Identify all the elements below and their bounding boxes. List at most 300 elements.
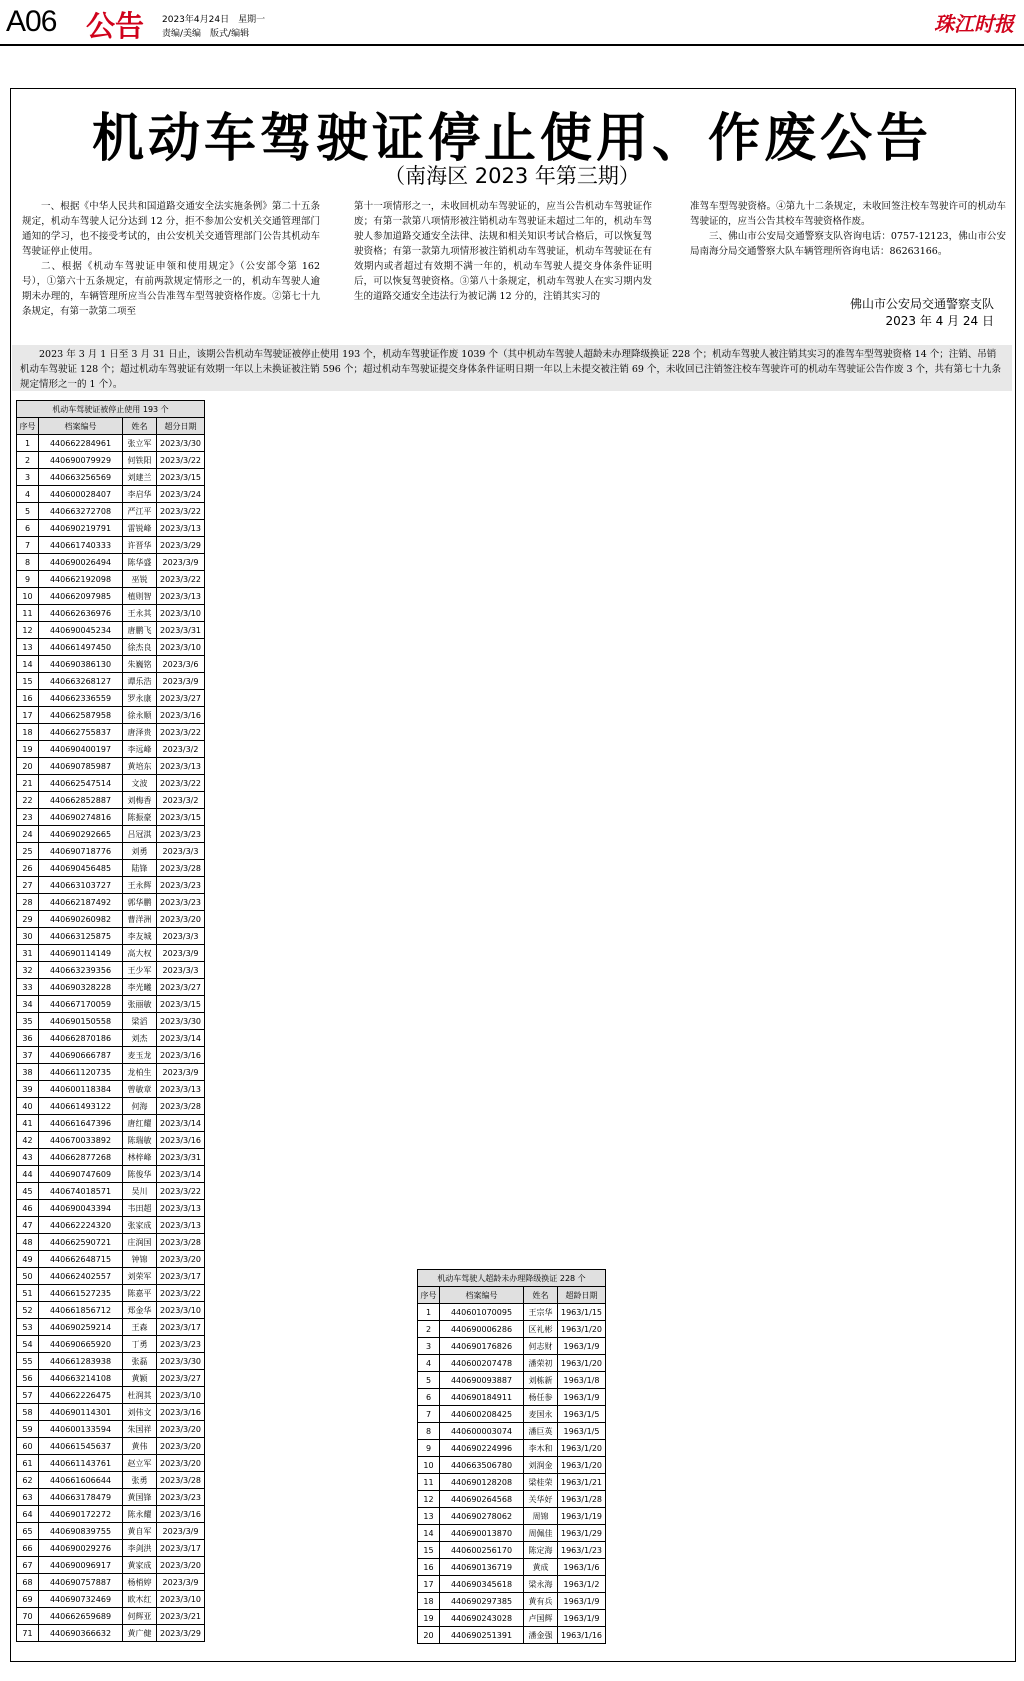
cell-seq: 37 xyxy=(17,1047,39,1064)
cell-name: 黄伟 xyxy=(123,1438,157,1455)
cell-seq: 62 xyxy=(17,1472,39,1489)
table-row xyxy=(17,1319,205,1336)
cell-seq: 31 xyxy=(17,945,39,962)
cell-seq: 16 xyxy=(418,1559,440,1576)
table-row xyxy=(17,1132,205,1149)
cell-name: 黄培东 xyxy=(123,758,157,775)
table-row xyxy=(418,1440,606,1457)
cell-date: 1963/1/21 xyxy=(558,1474,606,1491)
intro-column-2 xyxy=(354,199,652,304)
cell-date: 2023/3/21 xyxy=(157,1608,205,1625)
cell-seq: 8 xyxy=(418,1423,440,1440)
table-row xyxy=(418,1525,606,1542)
cell-date: 2023/3/10 xyxy=(157,605,205,622)
cell-date: 2023/3/22 xyxy=(157,724,205,741)
table-row xyxy=(17,1404,205,1421)
table-row xyxy=(17,1064,205,1081)
cell-archive-id: 440690184911 xyxy=(440,1389,524,1406)
cell-name: 高大权 xyxy=(123,945,157,962)
cell-name: 黄国锋 xyxy=(123,1489,157,1506)
table-row xyxy=(17,1217,205,1234)
intro-column-3 xyxy=(690,199,1006,259)
cell-archive-id: 440661740333 xyxy=(39,537,123,554)
table-row xyxy=(17,928,205,945)
header-id: 档案编号 xyxy=(440,1287,524,1304)
cell-name: 罗永康 xyxy=(123,690,157,707)
table-row xyxy=(17,656,205,673)
cell-date: 2023/3/13 xyxy=(157,758,205,775)
cell-archive-id: 440662224320 xyxy=(39,1217,123,1234)
cell-name: 杨梢婷 xyxy=(123,1574,157,1591)
cell-name: 刘建兰 xyxy=(123,469,157,486)
cell-archive-id: 440662187492 xyxy=(39,894,123,911)
cell-name: 梁桂荣 xyxy=(524,1474,558,1491)
cell-date: 2023/3/20 xyxy=(157,1438,205,1455)
cell-date: 2023/3/22 xyxy=(157,775,205,792)
cell-archive-id: 440690260982 xyxy=(39,911,123,928)
cell-archive-id: 440663506780 xyxy=(440,1457,524,1474)
cell-archive-id: 440661120735 xyxy=(39,1064,123,1081)
cell-archive-id: 440690128208 xyxy=(440,1474,524,1491)
table-row xyxy=(17,1540,205,1557)
cell-seq: 19 xyxy=(17,741,39,758)
cell-archive-id: 440690345618 xyxy=(440,1576,524,1593)
cell-date: 2023/3/13 xyxy=(157,520,205,537)
cell-name: 张磊 xyxy=(123,1353,157,1370)
table-row xyxy=(17,1183,205,1200)
cell-date: 2023/3/30 xyxy=(157,435,205,452)
cell-name: 李远峰 xyxy=(123,741,157,758)
cell-seq: 7 xyxy=(418,1406,440,1423)
cell-name: 刘伟文 xyxy=(123,1404,157,1421)
table-row xyxy=(418,1627,606,1644)
table-row xyxy=(17,1574,205,1591)
cell-date: 2023/3/13 xyxy=(157,1200,205,1217)
cell-seq: 50 xyxy=(17,1268,39,1285)
table-row xyxy=(17,792,205,809)
cell-name: 刘勇 xyxy=(123,843,157,860)
table-row xyxy=(17,724,205,741)
cell-date: 1963/1/20 xyxy=(558,1355,606,1372)
cell-date: 2023/3/15 xyxy=(157,809,205,826)
cell-date: 2023/3/9 xyxy=(157,945,205,962)
table-row xyxy=(418,1491,606,1508)
cell-name: 杨任参 xyxy=(524,1389,558,1406)
cell-date: 2023/3/23 xyxy=(157,894,205,911)
cell-archive-id: 440600133594 xyxy=(39,1421,123,1438)
cell-name: 黄自军 xyxy=(123,1523,157,1540)
cell-seq: 71 xyxy=(17,1625,39,1642)
cell-seq: 46 xyxy=(17,1200,39,1217)
table-row xyxy=(17,1115,205,1132)
cell-seq: 43 xyxy=(17,1149,39,1166)
table-row xyxy=(17,894,205,911)
cell-archive-id: 440690785987 xyxy=(39,758,123,775)
cell-date: 1963/1/9 xyxy=(558,1389,606,1406)
cell-seq: 28 xyxy=(17,894,39,911)
cell-date: 2023/3/20 xyxy=(157,1421,205,1438)
table-row xyxy=(418,1372,606,1389)
cell-seq: 29 xyxy=(17,911,39,928)
cell-date: 2023/3/2 xyxy=(157,741,205,758)
cell-seq: 32 xyxy=(17,962,39,979)
table-row xyxy=(17,1013,205,1030)
intro-paragraph: 二、根据《机动车驾驶证申领和使用规定》（公安部令第 162 号），①第六十五条规定，有前两款规定情形之一的，机动车驾驶人逾期未办理的，车辆管理所应当公告准驾车型驾驶资格作废。②第七十九条规定，有第一款第二项至 xyxy=(22,261,320,317)
cell-seq: 10 xyxy=(17,588,39,605)
header-seq: 序号 xyxy=(17,418,39,435)
cell-date: 2023/3/24 xyxy=(157,486,205,503)
cell-date: 2023/3/15 xyxy=(157,996,205,1013)
cell-archive-id: 440662402557 xyxy=(39,1268,123,1285)
cell-date: 1963/1/19 xyxy=(558,1508,606,1525)
cell-date: 2023/3/17 xyxy=(157,1540,205,1557)
cell-name: 陈定海 xyxy=(524,1542,558,1559)
cell-name: 朱巍铭 xyxy=(123,656,157,673)
cell-seq: 59 xyxy=(17,1421,39,1438)
cell-date: 2023/3/13 xyxy=(157,1081,205,1098)
signer: 佛山市公安局交通警察支队 xyxy=(849,297,994,311)
cell-name: 何铁阳 xyxy=(123,452,157,469)
table-row xyxy=(17,707,205,724)
cell-date: 2023/3/23 xyxy=(157,826,205,843)
table-row xyxy=(17,1489,205,1506)
cell-archive-id: 440662648715 xyxy=(39,1251,123,1268)
cell-archive-id: 440690292665 xyxy=(39,826,123,843)
cell-name: 陈嘉平 xyxy=(123,1285,157,1302)
cell-seq: 13 xyxy=(418,1508,440,1525)
cell-seq: 68 xyxy=(17,1574,39,1591)
cell-name: 王永其 xyxy=(123,605,157,622)
table-row xyxy=(17,877,205,894)
table-row xyxy=(17,639,205,656)
table-row xyxy=(17,1472,205,1489)
cell-seq: 27 xyxy=(17,877,39,894)
cell-archive-id: 440661497450 xyxy=(39,639,123,656)
cell-name: 张勇 xyxy=(123,1472,157,1489)
cell-name: 陈俊华 xyxy=(123,1166,157,1183)
table-row xyxy=(17,1455,205,1472)
cell-date: 1963/1/20 xyxy=(558,1440,606,1457)
cell-seq: 4 xyxy=(418,1355,440,1372)
cell-seq: 14 xyxy=(418,1525,440,1542)
cell-name: 陈瑞敏 xyxy=(123,1132,157,1149)
cell-archive-id: 440690045234 xyxy=(39,622,123,639)
cell-seq: 67 xyxy=(17,1557,39,1574)
table-row xyxy=(17,996,205,1013)
cell-archive-id: 440690243028 xyxy=(440,1610,524,1627)
header-name: 姓名 xyxy=(524,1287,558,1304)
cell-archive-id: 440662870186 xyxy=(39,1030,123,1047)
cell-name: 李友城 xyxy=(123,928,157,945)
cell-date: 1963/1/9 xyxy=(558,1593,606,1610)
cell-archive-id: 440663268127 xyxy=(39,673,123,690)
cell-date: 2023/3/23 xyxy=(157,1489,205,1506)
cell-archive-id: 440662852887 xyxy=(39,792,123,809)
cell-date: 2023/3/22 xyxy=(157,571,205,588)
intro-paragraph: 准驾车型驾驶资格。④第九十二条规定，未收回签注校车驾驶许可的机动车驾驶证的，应当公告其校车驾驶资格作废。 xyxy=(690,201,1006,227)
cell-seq: 19 xyxy=(418,1610,440,1627)
cell-name: 张立军 xyxy=(123,435,157,452)
table-row xyxy=(17,486,205,503)
cell-archive-id: 440690732469 xyxy=(39,1591,123,1608)
cell-seq: 30 xyxy=(17,928,39,945)
cell-name: 刘杰 xyxy=(123,1030,157,1047)
cell-name: 雷锐峰 xyxy=(123,520,157,537)
intro-paragraph: 一、根据《中华人民共和国道路交通安全法实施条例》第二十五条规定，机动车驾驶人记分达到 12 分，拒不参加公安机关交通管理部门通知的学习，也不接受考试的，由公安机关交通管理部门公告其机动车驾驶证停止使用。 xyxy=(22,201,320,257)
cell-date: 2023/3/28 xyxy=(157,860,205,877)
cell-date: 2023/3/27 xyxy=(157,979,205,996)
table-row xyxy=(17,1098,205,1115)
cell-name: 卢国辉 xyxy=(524,1610,558,1627)
cell-archive-id: 440662336559 xyxy=(39,690,123,707)
cell-archive-id: 440662877268 xyxy=(39,1149,123,1166)
table-row xyxy=(17,860,205,877)
cell-archive-id: 440600256170 xyxy=(440,1542,524,1559)
cell-name: 许晋华 xyxy=(123,537,157,554)
table-row xyxy=(17,1251,205,1268)
cell-seq: 16 xyxy=(17,690,39,707)
table-row xyxy=(17,1523,205,1540)
cell-seq: 53 xyxy=(17,1319,39,1336)
cell-archive-id: 440690456485 xyxy=(39,860,123,877)
table-row xyxy=(17,1387,205,1404)
table-row xyxy=(17,911,205,928)
cell-seq: 69 xyxy=(17,1591,39,1608)
cell-archive-id: 440690757887 xyxy=(39,1574,123,1591)
cell-name: 李启华 xyxy=(123,486,157,503)
cell-date: 2023/3/20 xyxy=(157,1455,205,1472)
cell-archive-id: 440661283938 xyxy=(39,1353,123,1370)
cell-date: 2023/3/23 xyxy=(157,877,205,894)
cell-name: 韦田超 xyxy=(123,1200,157,1217)
cell-name: 严江平 xyxy=(123,503,157,520)
cell-date: 2023/3/28 xyxy=(157,1472,205,1489)
cell-name: 巫锐 xyxy=(123,571,157,588)
table-row xyxy=(17,520,205,537)
header-seq: 序号 xyxy=(418,1287,440,1304)
cell-seq: 11 xyxy=(17,605,39,622)
cell-seq: 56 xyxy=(17,1370,39,1387)
cell-date: 2023/3/9 xyxy=(157,554,205,571)
cell-seq: 15 xyxy=(17,673,39,690)
cell-archive-id: 440690136719 xyxy=(440,1559,524,1576)
cell-archive-id: 440663178479 xyxy=(39,1489,123,1506)
cell-name: 区礼彬 xyxy=(524,1321,558,1338)
cell-archive-id: 440600118384 xyxy=(39,1081,123,1098)
sign-date: 2023 年 4 月 24 日 xyxy=(885,314,994,328)
cell-archive-id: 440661647396 xyxy=(39,1115,123,1132)
table-caption: 机动车驾驶人超龄未办理降级换证 228 个 xyxy=(418,1270,606,1287)
cell-name: 杜润其 xyxy=(123,1387,157,1404)
cell-archive-id: 440690665920 xyxy=(39,1336,123,1353)
cell-name: 何志财 xyxy=(524,1338,558,1355)
cell-seq: 22 xyxy=(17,792,39,809)
cell-name: 刘荣军 xyxy=(123,1268,157,1285)
cell-archive-id: 440690278062 xyxy=(440,1508,524,1525)
cell-name: 朱国祥 xyxy=(123,1421,157,1438)
cell-seq: 3 xyxy=(418,1338,440,1355)
table-row xyxy=(17,945,205,962)
cell-archive-id: 440662192098 xyxy=(39,571,123,588)
table-row xyxy=(17,605,205,622)
cell-seq: 18 xyxy=(418,1593,440,1610)
cell-date: 1963/1/8 xyxy=(558,1372,606,1389)
cell-date: 2023/3/10 xyxy=(157,1591,205,1608)
cell-date: 2023/3/10 xyxy=(157,1302,205,1319)
cell-seq: 15 xyxy=(418,1542,440,1559)
table-row xyxy=(17,571,205,588)
cell-seq: 60 xyxy=(17,1438,39,1455)
cell-date: 2023/3/29 xyxy=(157,1625,205,1642)
table-row xyxy=(418,1389,606,1406)
cell-date: 1963/1/9 xyxy=(558,1610,606,1627)
cell-seq: 4 xyxy=(17,486,39,503)
cell-name: 张家成 xyxy=(123,1217,157,1234)
cell-seq: 17 xyxy=(17,707,39,724)
cell-date: 1963/1/2 xyxy=(558,1576,606,1593)
cell-archive-id: 440690150558 xyxy=(39,1013,123,1030)
cell-seq: 13 xyxy=(17,639,39,656)
cell-seq: 25 xyxy=(17,843,39,860)
cell-date: 2023/3/22 xyxy=(157,1183,205,1200)
cell-seq: 17 xyxy=(418,1576,440,1593)
table-row xyxy=(17,1047,205,1064)
header-id: 档案编号 xyxy=(39,418,123,435)
cell-date: 1963/1/6 xyxy=(558,1559,606,1576)
cell-seq: 14 xyxy=(17,656,39,673)
cell-seq: 20 xyxy=(418,1627,440,1644)
cell-seq: 52 xyxy=(17,1302,39,1319)
cell-archive-id: 440662226475 xyxy=(39,1387,123,1404)
table-row xyxy=(17,452,205,469)
cell-name: 关华好 xyxy=(524,1491,558,1508)
editors-line: 责编/美编 版式/编辑 xyxy=(162,29,250,39)
cell-date: 2023/3/6 xyxy=(157,656,205,673)
cell-name: 王宗华 xyxy=(524,1304,558,1321)
cell-date: 2023/3/22 xyxy=(157,503,205,520)
issue-date: 2023年4月24日 星期一 xyxy=(162,15,266,25)
table-row xyxy=(17,622,205,639)
cell-archive-id: 440690013870 xyxy=(440,1525,524,1542)
cell-archive-id: 440663256569 xyxy=(39,469,123,486)
table-row xyxy=(17,1200,205,1217)
cell-name: 欧木红 xyxy=(123,1591,157,1608)
cell-name: 陈华盛 xyxy=(123,554,157,571)
header-name: 姓名 xyxy=(123,418,157,435)
intro-paragraph: 第十一项情形之一，未收回机动车驾驶证的，应当公告机动车驾驶证作废；有第一款第八项情形被注销机动车驾驶证未超过二年的，机动车驾驶人参加道路交通安全法律、法规和相关知识考试合格后，可以恢复驾驶资格；有第一款第九项情形被注销机动车驾驶证，机动车驾驶证在有效期内或者超过有效期不满一年的，机动车驾驶人提交身体条件证明后，可以恢复驾驶资格。③第八十条规定，机动车驾驶人在实习期内发生的道路交通安全违法行为被记满 12 分的，注销其实习的 xyxy=(354,201,652,302)
cell-date: 2023/3/3 xyxy=(157,962,205,979)
cell-date: 2023/3/13 xyxy=(157,588,205,605)
table-row xyxy=(418,1304,606,1321)
cell-name: 庄润国 xyxy=(123,1234,157,1251)
cell-seq: 5 xyxy=(17,503,39,520)
cell-archive-id: 440690079929 xyxy=(39,452,123,469)
cell-seq: 5 xyxy=(418,1372,440,1389)
table-row xyxy=(418,1355,606,1372)
cell-archive-id: 440690114149 xyxy=(39,945,123,962)
cell-seq: 20 xyxy=(17,758,39,775)
cell-archive-id: 440662590721 xyxy=(39,1234,123,1251)
cell-archive-id: 440600207478 xyxy=(440,1355,524,1372)
cell-archive-id: 440690386130 xyxy=(39,656,123,673)
cell-archive-id: 440662284961 xyxy=(39,435,123,452)
cell-archive-id: 440600208425 xyxy=(440,1406,524,1423)
cell-name: 周佩佳 xyxy=(524,1525,558,1542)
cell-seq: 42 xyxy=(17,1132,39,1149)
cell-name: 丁勇 xyxy=(123,1336,157,1353)
table-row xyxy=(17,690,205,707)
cell-name: 王森 xyxy=(123,1319,157,1336)
cell-seq: 36 xyxy=(17,1030,39,1047)
cell-date: 2023/3/27 xyxy=(157,1370,205,1387)
cell-name: 刘润金 xyxy=(524,1457,558,1474)
cell-seq: 9 xyxy=(418,1440,440,1457)
cell-archive-id: 440690747609 xyxy=(39,1166,123,1183)
cell-date: 2023/3/27 xyxy=(157,690,205,707)
cell-seq: 7 xyxy=(17,537,39,554)
table-row xyxy=(418,1406,606,1423)
cell-archive-id: 440690224996 xyxy=(440,1440,524,1457)
cell-seq: 40 xyxy=(17,1098,39,1115)
cell-archive-id: 440690251391 xyxy=(440,1627,524,1644)
table-row xyxy=(17,1285,205,1302)
cell-date: 1963/1/5 xyxy=(558,1406,606,1423)
cell-seq: 24 xyxy=(17,826,39,843)
intro-paragraph: 三、佛山市公安局交通警察支队咨询电话：0757-12123，佛山市公安局南海分局交通警察大队车辆管理所咨询电话：86263166。 xyxy=(690,231,1006,257)
cell-archive-id: 440690839755 xyxy=(39,1523,123,1540)
cell-archive-id: 440690219791 xyxy=(39,520,123,537)
table-row xyxy=(17,1336,205,1353)
cell-date: 2023/3/14 xyxy=(157,1030,205,1047)
cell-date: 2023/3/14 xyxy=(157,1166,205,1183)
cell-date: 2023/3/30 xyxy=(157,1013,205,1030)
cell-seq: 33 xyxy=(17,979,39,996)
cell-seq: 39 xyxy=(17,1081,39,1098)
cell-archive-id: 440661493122 xyxy=(39,1098,123,1115)
cell-name: 唐红耀 xyxy=(123,1115,157,1132)
cell-date: 2023/3/30 xyxy=(157,1353,205,1370)
cell-seq: 3 xyxy=(17,469,39,486)
cell-archive-id: 440667170059 xyxy=(39,996,123,1013)
cell-seq: 23 xyxy=(17,809,39,826)
cell-seq: 49 xyxy=(17,1251,39,1268)
cell-name: 黄成 xyxy=(524,1559,558,1576)
cell-name: 麦国永 xyxy=(524,1406,558,1423)
cell-date: 2023/3/17 xyxy=(157,1268,205,1285)
cell-seq: 11 xyxy=(418,1474,440,1491)
cell-name: 黄广健 xyxy=(123,1625,157,1642)
table-row xyxy=(418,1593,606,1610)
cell-archive-id: 440600003074 xyxy=(440,1423,524,1440)
table-row xyxy=(418,1423,606,1440)
table-row xyxy=(17,1625,205,1642)
table-row xyxy=(418,1542,606,1559)
cell-archive-id: 440674018571 xyxy=(39,1183,123,1200)
cell-name: 黄有兵 xyxy=(524,1593,558,1610)
table-row xyxy=(17,1268,205,1285)
cell-name: 王少军 xyxy=(123,962,157,979)
table-row xyxy=(17,741,205,758)
cell-archive-id: 440690093887 xyxy=(440,1372,524,1389)
cell-date: 1963/1/20 xyxy=(558,1321,606,1338)
table-row xyxy=(418,1508,606,1525)
cell-name: 钟锦 xyxy=(123,1251,157,1268)
cell-date: 2023/3/9 xyxy=(157,1064,205,1081)
table-row xyxy=(17,588,205,605)
table-row xyxy=(17,1166,205,1183)
header-date: 超龄日期 xyxy=(558,1287,606,1304)
cell-name: 何辉亚 xyxy=(123,1608,157,1625)
